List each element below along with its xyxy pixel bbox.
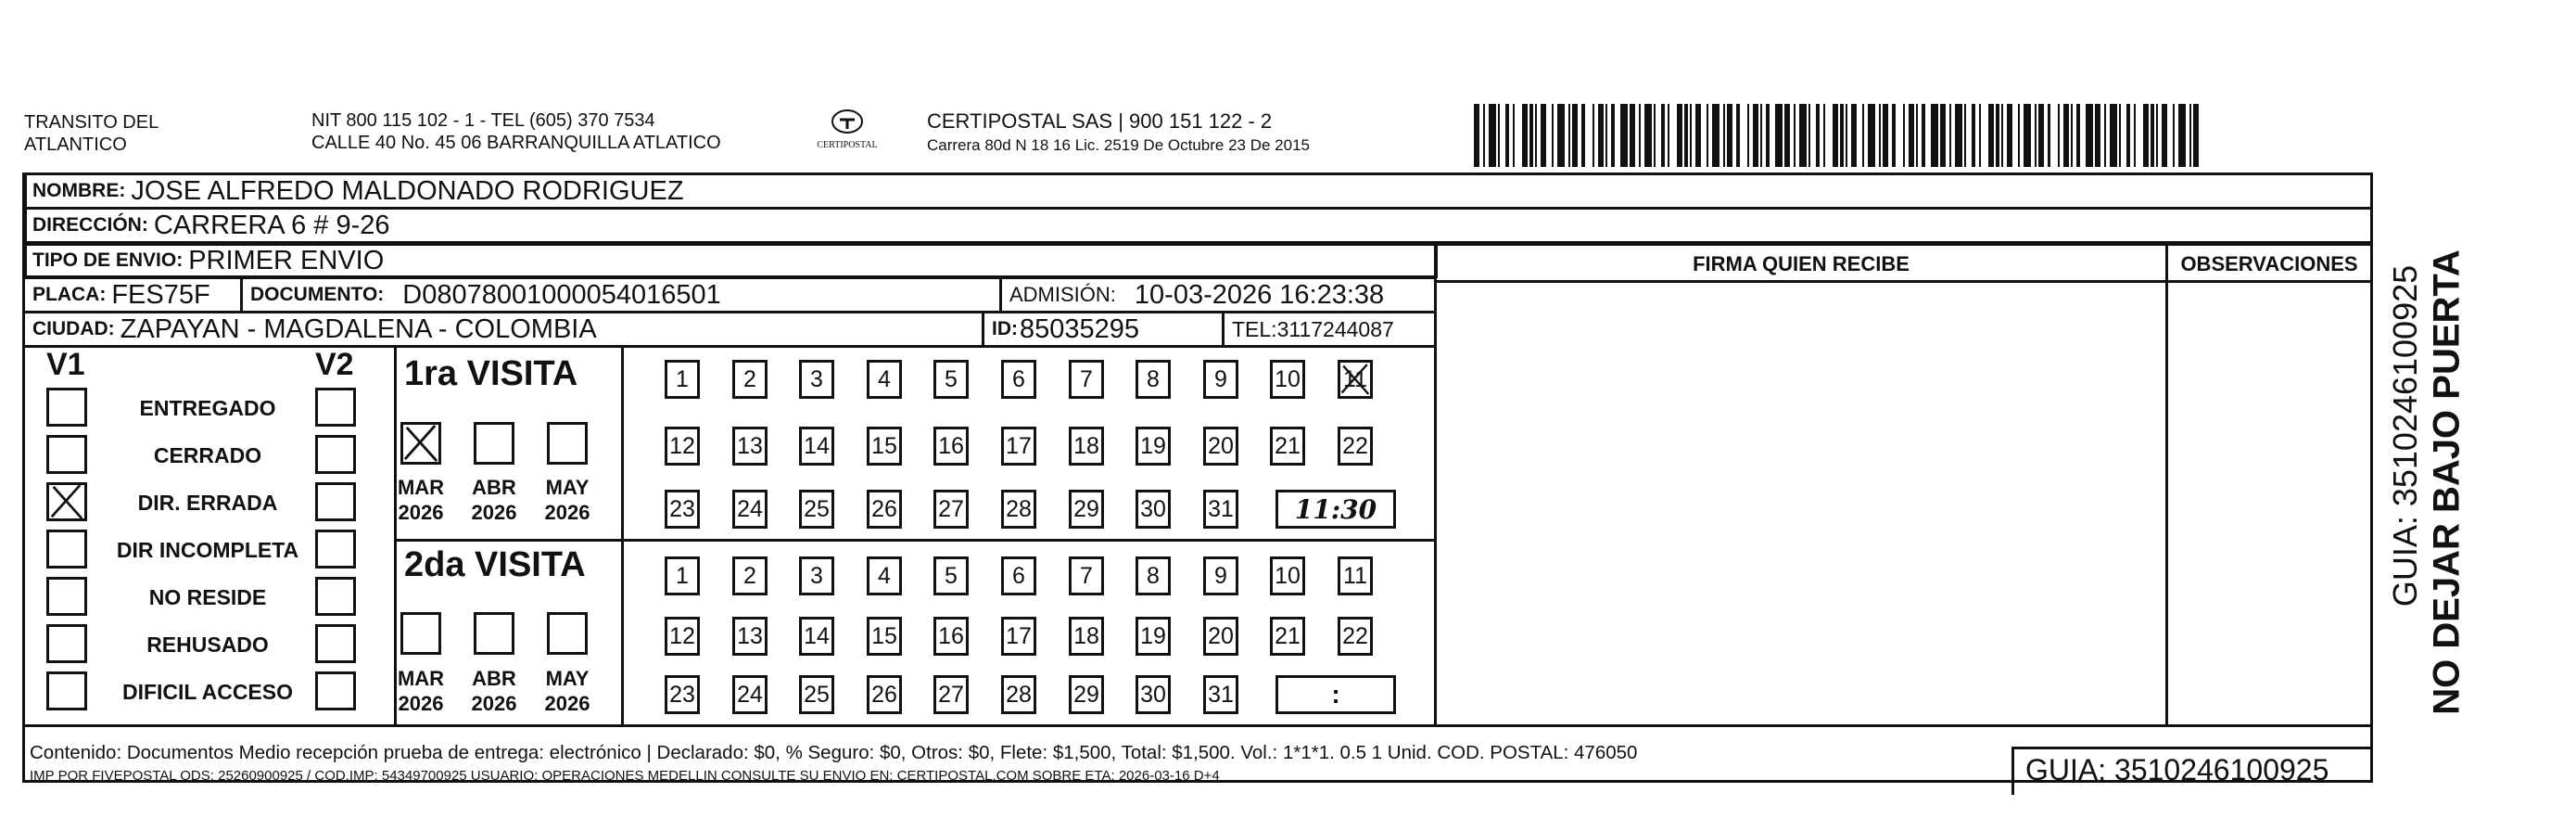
direccion-value: CARRERA 6 # 9-26 [153, 210, 390, 240]
day-number: 28 [1006, 495, 1032, 522]
second-visit-title: 2da VISITA [404, 545, 586, 584]
tel-value: 3117244087 [1276, 316, 1394, 341]
day-checkbox[interactable] [1136, 675, 1171, 714]
day-checkbox[interactable] [1069, 360, 1104, 399]
day-checkbox[interactable] [1203, 427, 1238, 466]
day-number: 10 [1275, 562, 1301, 589]
month-name: ABR [472, 476, 516, 499]
v2-checkbox[interactable] [315, 388, 356, 427]
option-label: REHUSADO [146, 633, 269, 657]
barcode-bar [2050, 104, 2058, 167]
barcode-bar [1931, 104, 1938, 167]
v2-checkbox[interactable] [315, 482, 356, 521]
sender-name [24, 111, 159, 156]
day-checkbox[interactable] [1001, 490, 1036, 529]
tel-cell [1222, 311, 1437, 348]
nombre-label: NOMBRE: [32, 180, 126, 201]
sender-name-line1: TRANSITO DEL [24, 112, 159, 133]
month-year: 2026 [398, 692, 444, 715]
barcode-bar [2136, 104, 2143, 167]
day-number: 12 [669, 622, 695, 649]
day-number: 24 [737, 681, 763, 708]
day-number: 22 [1342, 622, 1368, 649]
first-visit-title: 1ra VISITA [404, 354, 578, 393]
day-checkbox[interactable] [1338, 617, 1373, 656]
barcode-bar [1669, 104, 1677, 167]
ciudad-label: CIUDAD: [32, 318, 115, 339]
day-number: 22 [1342, 432, 1368, 459]
time-field[interactable]: : [1275, 675, 1396, 714]
day-number: 5 [945, 365, 958, 392]
day-number: 20 [1208, 622, 1234, 649]
tipo-label: TIPO DE ENVIO: [32, 249, 184, 271]
admision-label: ADMISIÓN: [1009, 283, 1116, 306]
tel-label: TEL: [1232, 316, 1277, 341]
day-number: 2 [743, 562, 756, 589]
day-number: 23 [669, 495, 695, 522]
day-checkbox[interactable] [1001, 360, 1036, 399]
day-checkbox[interactable] [665, 675, 700, 714]
documento-label: DOCUMENTO: [250, 284, 385, 305]
sender-nit: NIT 800 115 102 - 1 - TEL (605) 370 7534 [311, 110, 655, 131]
tracking-barcode [1474, 104, 2202, 167]
day-number: 11 [1343, 365, 1367, 392]
barcode-bar [2110, 104, 2117, 167]
day-checkbox[interactable] [867, 556, 902, 595]
day-number: 27 [938, 495, 964, 522]
day-checkbox[interactable] [867, 360, 902, 399]
firma-column [1434, 243, 2168, 727]
month-name: MAY [545, 667, 590, 690]
barcode-bar [1585, 104, 1593, 167]
day-checkbox[interactable] [1270, 360, 1305, 399]
day-number: 3 [810, 365, 823, 392]
day-checkbox[interactable] [1270, 427, 1305, 466]
v2-checkbox[interactable] [315, 530, 356, 569]
day-checkbox[interactable] [732, 556, 768, 595]
day-checkbox[interactable] [1069, 427, 1104, 466]
day-number: 5 [945, 562, 958, 589]
nombre-row [24, 173, 2373, 210]
day-number: 30 [1140, 495, 1166, 522]
v1-checkbox[interactable] [46, 388, 87, 427]
day-number: 4 [878, 365, 891, 392]
barcode-bar [1515, 104, 1522, 167]
footer-divider [22, 724, 2373, 727]
tipo-value: PRIMER ENVIO [188, 245, 385, 275]
id-value: 85035295 [1020, 313, 1140, 344]
barcode-bar [1557, 104, 1565, 167]
day-number: 7 [1080, 562, 1093, 589]
id-cell [982, 311, 1225, 348]
v1-checkbox[interactable] [46, 530, 87, 569]
firma-header-line [1434, 243, 2168, 283]
day-checkbox[interactable] [799, 675, 834, 714]
certipostal-logo [808, 108, 886, 160]
day-checkbox[interactable] [799, 617, 834, 656]
firma-header: FIRMA QUIEN RECIBE [1693, 252, 1910, 275]
day-number: 4 [878, 562, 891, 589]
day-checkbox[interactable] [933, 675, 969, 714]
barcode-bar [1799, 104, 1807, 167]
option-label: ENTREGADO [139, 396, 276, 420]
side-guia: GUIA: 3510246100925 [2386, 264, 2424, 607]
day-checkbox[interactable] [1270, 556, 1305, 595]
day-number: 8 [1147, 365, 1160, 392]
month-year: 2026 [471, 692, 517, 715]
day-number: 25 [804, 495, 830, 522]
v2-checkbox[interactable] [315, 624, 356, 663]
day-number: 23 [669, 681, 695, 708]
day-number: 24 [737, 495, 763, 522]
day-number: 26 [871, 681, 897, 708]
barcode-bar [1981, 104, 1988, 167]
day-number: 13 [737, 622, 763, 649]
day-checkbox[interactable] [1136, 427, 1171, 466]
day-checkbox[interactable] [1203, 617, 1238, 656]
observaciones-column [2165, 243, 2373, 727]
option-label: DIR INCOMPLETA [116, 538, 299, 562]
day-checkbox[interactable] [1203, 360, 1238, 399]
footer-guia: GUIA: 3510246100925 [2025, 753, 2329, 786]
day-checkbox[interactable] [732, 490, 768, 529]
day-checkbox[interactable] [665, 556, 700, 595]
day-checkbox[interactable] [1338, 427, 1373, 466]
v1-checkbox[interactable] [46, 671, 87, 710]
day-number: 16 [938, 432, 964, 459]
month-year: 2026 [544, 692, 590, 715]
day-number: 6 [1012, 562, 1025, 589]
month-year: 2026 [544, 501, 590, 524]
day-number: 19 [1140, 622, 1166, 649]
day-number: 13 [737, 432, 763, 459]
day-checkbox[interactable] [933, 360, 969, 399]
month-name: ABR [472, 667, 516, 690]
month-checkbox[interactable] [474, 612, 514, 655]
barcode-bar [1775, 104, 1783, 167]
ciudad-cell [22, 311, 984, 348]
option-label: CERRADO [153, 443, 262, 467]
month-checkbox[interactable] [400, 422, 441, 465]
time-field[interactable]: 11:30 [1275, 490, 1396, 529]
day-checkbox[interactable] [1001, 617, 1036, 656]
day-checkbox[interactable] [799, 360, 834, 399]
v1-checkbox[interactable] [46, 482, 87, 521]
documento-value: D08078001000054016501 [402, 279, 721, 310]
day-checkbox[interactable] [867, 427, 902, 466]
day-checkbox[interactable] [933, 490, 969, 529]
v2-checkbox[interactable] [315, 577, 356, 616]
footer-contenido: Contenido: Documentos Medio recepción prueba de entrega: electrónico | Declarado: $0, % Seguro: $0, Otros: $0, Flete: $1,500, Total: $1,500. Vol.: 1*1*1. 0.5 1 Unid. COD. POSTAL: 476050 [30, 742, 1638, 763]
ciudad-value: ZAPAYAN - MAGDALENA - COLOMBIA [120, 313, 597, 344]
nombre-value: JOSE ALFREDO MALDONADO RODRIGUEZ [131, 175, 684, 206]
month-name: MAY [545, 476, 590, 499]
barcode-bar [1825, 104, 1833, 167]
barcode-bar [1868, 104, 1875, 167]
logo-text: CERTIPOSTAL [817, 140, 878, 150]
courier-info [927, 109, 1310, 155]
barcode-bar [2086, 104, 2093, 167]
day-checkbox[interactable] [1338, 556, 1373, 595]
day-number: 28 [1006, 681, 1032, 708]
day-number: 14 [804, 622, 830, 649]
day-number: 29 [1073, 495, 1099, 522]
placa-label: PLACA: [32, 284, 107, 305]
v2-checkbox[interactable] [315, 671, 356, 710]
day-checkbox[interactable] [1203, 675, 1238, 714]
v1-checkbox[interactable] [46, 577, 87, 616]
day-checkbox[interactable] [1338, 360, 1373, 399]
v2-label: V2 [315, 347, 354, 382]
barcode-bar [2199, 104, 2202, 167]
courier-address: Carrera 80d N 18 16 Lic. 2519 De Octubre 23 De 2015 [927, 136, 1310, 154]
day-checkbox[interactable] [1001, 427, 1036, 466]
month-year: 2026 [471, 501, 517, 524]
day-checkbox[interactable] [1069, 675, 1104, 714]
day-checkbox[interactable] [732, 617, 768, 656]
day-checkbox[interactable] [1069, 617, 1104, 656]
barcode-bar [1740, 104, 1747, 167]
placa-value: FES75F [111, 279, 210, 310]
day-checkbox[interactable] [732, 675, 768, 714]
day-number: 21 [1275, 622, 1301, 649]
direccion-label: DIRECCIÓN: [32, 214, 148, 236]
day-checkbox[interactable] [867, 490, 902, 529]
month-label [462, 666, 527, 716]
day-number: 26 [871, 495, 897, 522]
day-checkbox[interactable] [1136, 617, 1171, 656]
day-checkbox[interactable] [665, 490, 700, 529]
day-checkbox[interactable] [1069, 490, 1104, 529]
day-number: 25 [804, 681, 830, 708]
day-number: 31 [1208, 681, 1234, 708]
direccion-row [24, 207, 2373, 244]
day-number: 3 [810, 562, 823, 589]
month-label [462, 475, 527, 525]
day-checkbox[interactable] [1001, 675, 1036, 714]
day-checkbox[interactable] [1136, 490, 1171, 529]
placa-cell [22, 276, 243, 313]
barcode-bar [2178, 104, 2186, 167]
option-label: DIR. ERRADA [137, 491, 278, 515]
barcode-bar [1644, 104, 1652, 167]
day-checkbox[interactable] [1136, 360, 1171, 399]
day-number: 15 [871, 622, 897, 649]
day-number: 1 [676, 562, 689, 589]
barcode-bar [1712, 104, 1719, 167]
observaciones-header: OBSERVACIONES [2180, 252, 2358, 275]
id-label: ID: [992, 318, 1018, 339]
day-checkbox[interactable] [665, 427, 700, 466]
barcode-bar [1955, 104, 1962, 167]
day-checkbox[interactable] [665, 617, 700, 656]
day-checkbox[interactable] [867, 675, 902, 714]
v1-checkbox[interactable] [46, 624, 87, 663]
day-checkbox[interactable] [1069, 556, 1104, 595]
v2-checkbox[interactable] [315, 435, 356, 474]
day-number: 17 [1006, 432, 1032, 459]
day-number: 11 [1343, 562, 1367, 589]
day-number: 18 [1073, 622, 1099, 649]
documento-cell [240, 276, 1002, 313]
day-checkbox[interactable] [732, 360, 768, 399]
day-checkbox[interactable] [799, 427, 834, 466]
day-number: 15 [871, 432, 897, 459]
admision-cell [999, 276, 1437, 313]
month-year: 2026 [398, 501, 444, 524]
barcode-bar [1489, 104, 1496, 167]
option-label: DIFICIL ACCESO [121, 680, 293, 704]
barcode-bar [1620, 104, 1628, 167]
day-checkbox[interactable] [933, 427, 969, 466]
day-number: 6 [1012, 365, 1025, 392]
sender-address: CALLE 40 No. 45 06 BARRANQUILLA ATLATICO [311, 133, 721, 153]
month-checkbox[interactable] [547, 612, 588, 655]
day-number: 1 [676, 365, 689, 392]
day-number: 8 [1147, 562, 1160, 589]
day-checkbox[interactable] [732, 427, 768, 466]
day-checkbox[interactable] [799, 556, 834, 595]
v1-checkbox[interactable] [46, 435, 87, 474]
day-number: 7 [1080, 365, 1093, 392]
month-label [535, 666, 600, 716]
day-checkbox[interactable] [1001, 556, 1036, 595]
admision-value: 10-03-2026 16:23:38 [1134, 279, 1385, 310]
month-name: MAR [397, 476, 445, 499]
day-checkbox[interactable] [1203, 490, 1238, 529]
sender-name-line2: ATLANTICO [24, 134, 127, 155]
day-number: 31 [1208, 495, 1234, 522]
day-number: 14 [804, 432, 830, 459]
day-checkbox[interactable] [867, 617, 902, 656]
certipostal-logo-icon [829, 108, 866, 135]
day-number: 16 [938, 622, 964, 649]
month-checkbox[interactable] [474, 422, 514, 465]
month-checkbox[interactable] [400, 612, 441, 655]
month-label [388, 666, 453, 716]
day-number: 27 [938, 681, 964, 708]
day-number: 2 [743, 365, 756, 392]
day-number: 10 [1275, 365, 1301, 392]
month-checkbox[interactable] [547, 422, 588, 465]
day-number: 17 [1006, 622, 1032, 649]
month-label [388, 475, 453, 525]
day-checkbox[interactable] [799, 490, 834, 529]
day-number: 30 [1140, 681, 1166, 708]
day-checkbox[interactable] [933, 556, 969, 595]
day-checkbox[interactable] [1136, 556, 1171, 595]
sender-contact [311, 109, 721, 154]
day-checkbox[interactable] [1203, 556, 1238, 595]
day-checkbox[interactable] [1270, 617, 1305, 656]
option-label: NO RESIDE [148, 585, 267, 609]
day-number: 9 [1214, 562, 1227, 589]
side-warning: NO DEJAR BAJO PUERTA [2426, 249, 2468, 715]
barcode-bar [2024, 104, 2031, 167]
day-checkbox[interactable] [665, 360, 700, 399]
day-number: 20 [1208, 432, 1234, 459]
day-checkbox[interactable] [933, 617, 969, 656]
day-number: 29 [1073, 681, 1099, 708]
month-label [535, 475, 600, 525]
day-number: 21 [1275, 432, 1301, 459]
day-number: 12 [669, 432, 695, 459]
tipo-row [24, 243, 1438, 278]
barcode-bar [1896, 104, 1903, 167]
day-number: 18 [1073, 432, 1099, 459]
courier-line: CERTIPOSTAL SAS | 900 151 122 - 2 [927, 109, 1273, 133]
month-name: MAR [397, 667, 445, 690]
day-number: 9 [1214, 365, 1227, 392]
v1-label: V1 [46, 347, 85, 382]
day-number: 19 [1140, 432, 1166, 459]
footer-imp-line: IMP POR FIVEPOSTAL ODS: 25260900925 / COD.IMP: 54349700925 USUARIO: OPERACIONES MEDELLIN CONSULTE SU ENVIO EN: CERTIPOSTAL.COM SOBRE ETA: 2026-03-16 D+4 [30, 768, 1220, 784]
